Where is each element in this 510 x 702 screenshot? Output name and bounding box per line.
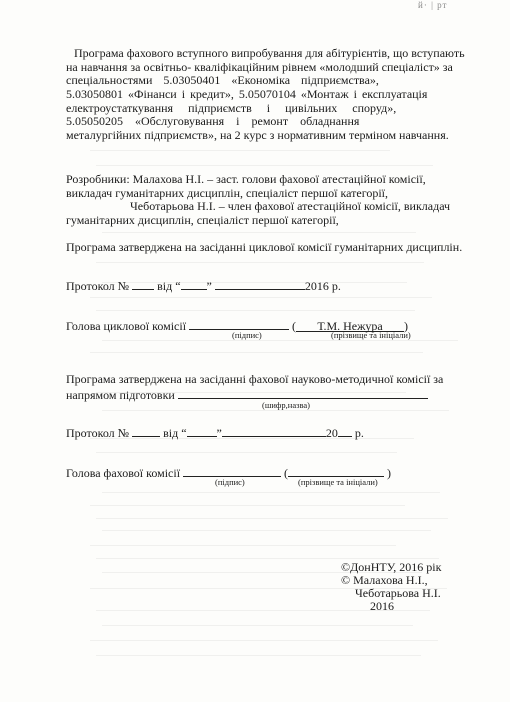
- developers-line-1: Розробники: Малахова Н.І. – заст. голови фахової атестаційної комісії,: [66, 172, 426, 186]
- bleed-through-line: [102, 492, 440, 493]
- protocol1-year: 2016 р.: [304, 279, 341, 293]
- protocol2-number-field[interactable]: [132, 424, 160, 437]
- approval2-direction-label: напрямом підготовки: [66, 388, 175, 402]
- bleed-through-line: [96, 310, 415, 311]
- developers-line-2: викладач гуманітарних дисциплін, спеціаліст першої категорії,: [66, 186, 389, 200]
- protocol2-year-field[interactable]: [338, 424, 352, 437]
- head1-signature-field[interactable]: [189, 317, 289, 330]
- bleed-through-line: [90, 545, 396, 546]
- bleed-through-line: [102, 340, 458, 341]
- bleed-through-line: [90, 352, 423, 353]
- head2-signature-caption: (підпис): [215, 477, 245, 487]
- bleed-through-line: [96, 165, 433, 166]
- protocol2-year: 20: [325, 426, 338, 440]
- bleed-through-line: [90, 150, 390, 151]
- developers-line-3: Чеботарьова Н.І. – член фахової атестаційної комісії, викладач: [130, 199, 451, 213]
- head1-paren-open: (: [292, 319, 297, 333]
- intro-line-7: металургійних підприємств», на 2 курс з нормативним терміном навчання.: [66, 128, 449, 142]
- corner-mark: й· | рт: [418, 0, 448, 10]
- head2-name-caption: (прізвище та ініціали): [298, 477, 378, 487]
- head2-signature-field[interactable]: [183, 464, 281, 477]
- bleed-through-line: [90, 505, 405, 506]
- protocol2-day-field[interactable]: [187, 424, 217, 437]
- protocol2-from: від: [163, 426, 179, 440]
- intro-line-4: 5.03050801 «Фінанси і кредит», 5.05070104 «Монтаж і експлуатація: [66, 87, 428, 101]
- intro-line-3: спеціальностями 5.03050401 «Економіка підприємства»,: [66, 73, 379, 87]
- bleed-through-line: [96, 452, 397, 453]
- head1-paren-close: ): [404, 319, 409, 333]
- protocol1-quote-open: “: [175, 279, 181, 293]
- protocol2-prefix: Протокол №: [66, 426, 130, 440]
- approval2-line-2: [66, 386, 428, 403]
- protocol2-quote-close: ”: [216, 426, 222, 440]
- approval2-line-1: Програма затверджена на засіданні фахової науково-методичної комісії за: [66, 372, 444, 386]
- bleed-through-line: [96, 655, 421, 656]
- protocol1-line: [66, 277, 341, 294]
- developers-line-4: гуманітарних дисциплін, спеціаліст першої категорії,: [66, 213, 339, 227]
- head2-paren-close: ): [387, 466, 392, 480]
- head1-label: Голова циклової комісії: [66, 319, 187, 333]
- protocol1-number-field[interactable]: [132, 277, 154, 290]
- protocol1-quote-close: ”: [206, 279, 212, 293]
- protocol2-suffix: р.: [354, 426, 364, 440]
- copyright-line-4: 2016: [370, 599, 394, 613]
- protocol2-line: [66, 424, 364, 441]
- bleed-through-line: [96, 558, 439, 559]
- approval2-direction-field[interactable]: [178, 386, 428, 399]
- intro-line-5: електроустаткування підприємств і цивільних споруд»,: [66, 101, 397, 115]
- intro-line-2: на навчання за освітньо- кваліфікаційним рівнем «молодший спеціаліст» за: [66, 60, 453, 74]
- approval1-text: Програма затверджена на засіданні циклової комісії гуманітарних дисциплін.: [66, 240, 463, 254]
- bleed-through-line: [90, 297, 432, 298]
- protocol1-prefix: Протокол №: [66, 279, 130, 293]
- head1-name-caption: (прізвище та ініціали): [331, 330, 411, 340]
- head2-label: Голова фахової комісії: [66, 466, 181, 480]
- bleed-through-line: [102, 410, 449, 411]
- approval2-code-caption: (шифр,назва): [262, 400, 310, 410]
- protocol1-day-field[interactable]: [181, 277, 207, 290]
- protocol2-quote-open: “: [181, 426, 187, 440]
- bleed-through-line: [96, 518, 448, 519]
- bleed-through-line: [102, 530, 431, 531]
- head1-signature-caption: (підпис): [232, 330, 262, 340]
- copyright-line-3: Чеботарьова Н.І.: [355, 586, 441, 600]
- copyright-line-1: ©ДонНТУ, 2016 рік: [341, 560, 442, 574]
- intro-line-1: Програма фахового вступного випробування для абітурієнтів, що вступають: [74, 46, 465, 60]
- protocol1-from: від: [157, 279, 173, 293]
- head2-paren-open: (: [284, 466, 289, 480]
- bleed-through-line: [96, 262, 424, 263]
- bleed-through-line: [102, 232, 416, 233]
- head1-name: Т.М. Нежура: [296, 319, 404, 332]
- protocol1-month-field[interactable]: [215, 277, 305, 290]
- protocol2-month-field[interactable]: [222, 424, 326, 437]
- head2-name-field[interactable]: [288, 464, 384, 477]
- bleed-through-line: [102, 625, 413, 626]
- bleed-through-line: [90, 640, 438, 641]
- intro-line-6: 5.05050205 «Обслуговування і ремонт обладнання: [66, 114, 360, 128]
- copyright-line-2: © Малахова Н.І.,: [341, 573, 428, 587]
